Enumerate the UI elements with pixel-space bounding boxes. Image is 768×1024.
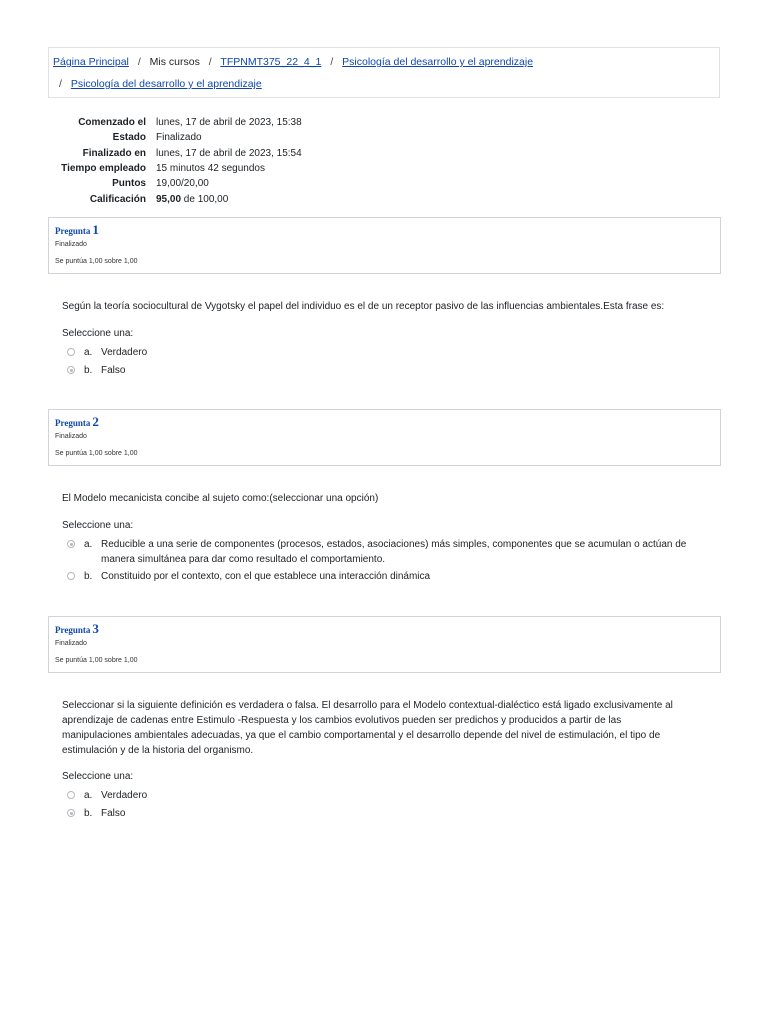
question-grade: Se puntúa 1,00 sobre 1,00: [55, 657, 138, 664]
grade-value: 95,00: [156, 193, 182, 205]
question-info-1: [48, 217, 721, 274]
breadcrumb-course-code-link[interactable]: TFPNMT375_22_4_1: [220, 56, 322, 68]
radio-button-selected[interactable]: [67, 809, 75, 817]
radio-button[interactable]: [67, 572, 75, 580]
radio-button-selected[interactable]: [67, 366, 75, 374]
summary-value: 19,00/20,00: [156, 178, 209, 190]
breadcrumb-separator: /: [330, 56, 334, 68]
question-grade: Se puntúa 1,00 sobre 1,00: [55, 450, 138, 457]
summary-value: [156, 191, 302, 206]
option-text: Falso: [101, 808, 126, 819]
summary-label: Estado: [112, 132, 146, 144]
summary-row: [48, 115, 302, 130]
question-title: [55, 414, 99, 430]
radio-button-selected[interactable]: [67, 540, 75, 548]
summary-label: Calificación: [89, 193, 146, 205]
summary-label: Comenzado el: [78, 117, 146, 129]
summary-value: 15 minutos 42 segundos: [156, 163, 265, 175]
summary-value: lunes, 17 de abril de 2023, 15:54: [156, 147, 302, 159]
summary-value: Finalizado: [156, 132, 202, 144]
summary-row: [48, 130, 302, 145]
summary-label: Tiempo empleado: [61, 163, 146, 175]
breadcrumb-home-link[interactable]: Página Principal: [53, 56, 129, 68]
summary-row: [48, 191, 302, 206]
question-grade: Se puntúa 1,00 sobre 1,00: [55, 258, 138, 265]
question-text-2: El Modelo mecanicista concibe al sujeto como:(seleccionar una opción): [62, 493, 379, 504]
question-info-2: [48, 409, 721, 466]
grade-max: de 100,00: [181, 193, 229, 205]
breadcrumb-course-link[interactable]: Psicología del desarrollo y el aprendizaje: [342, 56, 534, 68]
option-letter: b.: [84, 808, 93, 819]
question-text-3: Seleccionar si la siguiente definición es verdadera o falsa. El desarrollo para el Modelo contextual-dialéctico está ligado exclusivamente al aprendizaje de cadenas entre Estimulo -Respuesta y los cambios evolutivos pueden ser predichos y producidos a partir de las manipulaciones ambientales adecuadas, ya que el cambio comportamental y el desarrollo depende del nivel de estimulación, el tipo de estimulación y de la historia del organismo.: [62, 700, 673, 756]
summary-row: [48, 176, 302, 191]
question-state: Finalizado: [55, 640, 87, 647]
attempt-summary-table: [48, 115, 302, 207]
option-text: Constituido por el contexto, con el que establece una interacción dinámica: [101, 571, 431, 582]
summary-row: [48, 146, 302, 161]
breadcrumb-separator: /: [208, 56, 212, 68]
question-number: 1: [92, 222, 99, 237]
option-letter: b.: [84, 365, 93, 376]
question-text-1: Según la teoría sociocultural de Vygotsky el papel del individuo es el de un receptor pasivo de las influencias ambientales.Esta frase es:: [62, 301, 665, 312]
question-info-3: [48, 616, 721, 673]
summary-label: Finalizado en: [82, 147, 146, 159]
breadcrumb: [48, 47, 720, 98]
question-label: Pregunta: [55, 226, 91, 236]
question-state: Finalizado: [55, 433, 87, 440]
option-letter: a.: [84, 347, 93, 358]
select-one-prompt: Seleccione una:: [62, 771, 134, 782]
question-label: Pregunta: [55, 418, 91, 428]
question-state: Finalizado: [55, 241, 87, 248]
breadcrumb-quiz-link[interactable]: Psicología del desarrollo y el aprendizaje: [70, 78, 262, 90]
question-label: Pregunta: [55, 625, 91, 635]
radio-button[interactable]: [67, 348, 75, 356]
option-letter: a.: [84, 539, 93, 550]
attempt-summary: [48, 115, 302, 207]
breadcrumb-separator: /: [137, 56, 141, 68]
summary-value: lunes, 17 de abril de 2023, 15:38: [156, 117, 302, 129]
select-one-prompt: Seleccione una:: [62, 328, 134, 339]
question-number: 2: [92, 414, 99, 429]
select-one-prompt: Seleccione una:: [62, 520, 134, 531]
summary-row: [48, 161, 302, 176]
question-title: [55, 621, 99, 637]
breadcrumb-my-courses[interactable]: Mis cursos: [149, 56, 200, 68]
question-number: 3: [92, 621, 99, 636]
question-title: [55, 222, 99, 238]
option-text: Reducible a una serie de componentes (procesos, estados, asociaciones) más simples, componentes que se acumulan o actúan de manera simultánea para dar como resultado el comportamiento.: [101, 539, 687, 565]
breadcrumb-separator: /: [59, 78, 62, 90]
summary-label: Puntos: [112, 178, 146, 190]
option-letter: b.: [84, 571, 93, 582]
radio-button[interactable]: [67, 791, 75, 799]
option-text: Verdadero: [101, 347, 148, 358]
option-text: Verdadero: [101, 790, 148, 801]
option-letter: a.: [84, 790, 93, 801]
option-text: Falso: [101, 365, 126, 376]
